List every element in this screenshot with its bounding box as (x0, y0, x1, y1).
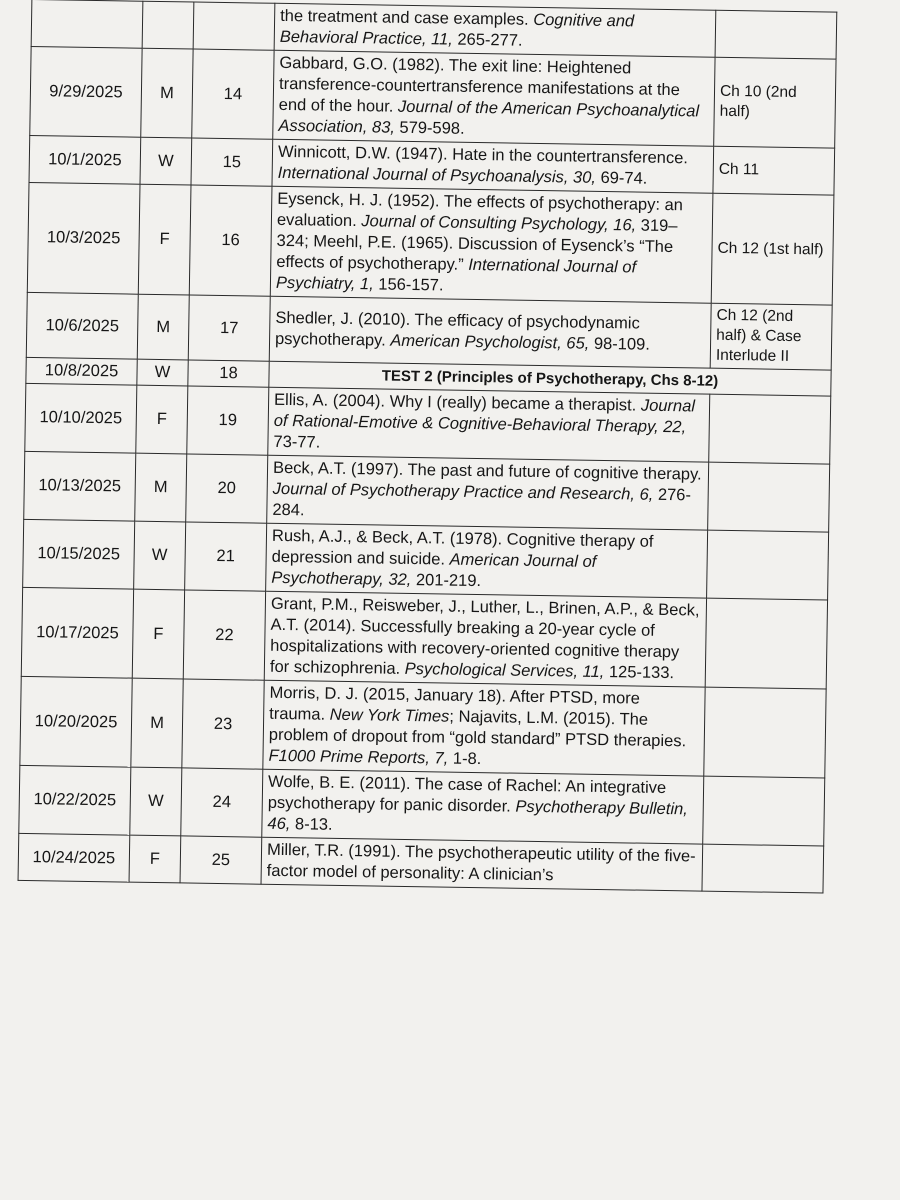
chapter-cell (703, 776, 825, 846)
reading-source: Journal of the American Psychoanalytical Association, 83, (278, 97, 700, 137)
chapter-cell: Ch 11 (713, 146, 835, 195)
class-number-cell: 20 (186, 454, 268, 523)
weekday-cell: W (130, 767, 182, 836)
reading-text: Miller, T.R. (1991). The psychotherapeutic utility of the five-factor model of personality: A clinician’s (266, 840, 696, 885)
reading-cell (261, 837, 703, 891)
chapter-cell: Ch 12 (1st half) (711, 193, 834, 305)
chapter-cell (709, 394, 831, 464)
reading-cell (273, 50, 715, 146)
chapter-cell (704, 687, 826, 778)
class-number-cell: 21 (185, 522, 267, 591)
schedule-row (25, 383, 831, 464)
reading-source: Journal of Rational-Emotive & Cognitive-Behavioral Therapy, 22, (273, 396, 696, 437)
reading-text: Eysenck, H. J. (1952). The effects of psychotherapy: an evaluation. (276, 189, 684, 231)
schedule-body (18, 0, 837, 893)
reading-cell (269, 296, 711, 368)
chapter-cell (715, 10, 837, 59)
schedule-row (21, 587, 827, 689)
date-cell: 10/17/2025 (21, 587, 133, 678)
date-cell: 10/1/2025 (29, 135, 141, 184)
weekday-cell: W (134, 521, 186, 590)
reading-cell (274, 3, 716, 57)
weekday-cell: M (135, 453, 187, 522)
reading-cell (266, 523, 708, 598)
weekday-cell: F (136, 385, 188, 454)
class-number-cell (193, 2, 275, 50)
reading-text: Morris, D. J. (2015, January 18). After PTSD, more trauma. (269, 683, 641, 724)
reading-source: International Journal of Psychiatry, 1, (275, 255, 637, 294)
reading-text: 265-277. (452, 30, 523, 50)
test-cell: TEST 2 (Principles of Psychotherapy, Chs 8-12) (269, 361, 831, 396)
class-number-cell: 19 (187, 386, 269, 455)
chapter-cell (705, 598, 827, 689)
reading-text: Wolfe, B. E. (2011). The case of Rachel: An integrative psychotherapy for panic disorder. (267, 772, 667, 816)
date-cell: 10/10/2025 (25, 383, 137, 453)
reading-cell (263, 680, 705, 776)
chapter-cell (702, 844, 824, 893)
class-number-cell: 14 (192, 49, 274, 139)
reading-text: 1-8. (448, 749, 482, 769)
date-cell (31, 0, 143, 48)
reading-text: 201-219. (411, 571, 482, 591)
reading-text: ; Najavits, L.M. (2015). The problem of dropout from “gold standard” PTSD therapies. (268, 707, 687, 751)
class-number-cell: 22 (183, 590, 265, 680)
chapter-cell: Ch 10 (2nd half) (714, 57, 836, 148)
reading-text: Beck, A.T. (1997). The past and future of cognitive therapy. (272, 458, 702, 484)
reading-text: Winnicott, D.W. (1947). Hate in the countertransference. (277, 142, 689, 168)
reading-cell (262, 769, 704, 844)
weekday-cell: F (132, 589, 184, 679)
reading-source: Cognitive and Behavioral Practice, 11, (279, 10, 635, 49)
schedule-row (24, 451, 830, 532)
date-cell: 10/22/2025 (19, 765, 131, 835)
date-cell: 10/3/2025 (27, 182, 140, 294)
reading-source: American Psychologist, 65, (390, 331, 590, 353)
date-cell: 10/24/2025 (18, 833, 130, 882)
reading-cell (272, 139, 714, 193)
reading-text: Shedler, J. (2010). The efficacy of psychodynamic psychotherapy. (274, 308, 640, 350)
reading-cell (268, 387, 710, 462)
reading-source: American Journal of Psychotherapy, 32, (271, 550, 597, 590)
date-cell: 10/6/2025 (26, 292, 138, 359)
weekday-cell: F (138, 184, 191, 295)
chapter-cell (707, 530, 829, 600)
schedule-row (30, 46, 836, 148)
chapter-cell (708, 462, 830, 532)
date-cell: 9/29/2025 (30, 46, 142, 137)
reading-text: Grant, P.M., Reisweber, J., Luther, L., Brinen, A.P., & Beck, A.T. (2014). Successfully breaking a 20-year cycle of hospitalizations with recovery-oriented cognitive therapy for schizophrenia. (269, 594, 700, 678)
weekday-cell: M (131, 678, 183, 768)
reading-source: Journal of Psychotherapy Practice and Research, 6, (272, 479, 654, 504)
reading-source: Psychological Services, 11, (404, 659, 605, 682)
schedule-row (27, 182, 834, 305)
reading-source: Psychotherapy Bulletin, 46, (267, 797, 688, 834)
reading-source: F1000 Prime Reports, 7, (268, 746, 449, 768)
reading-cell (267, 455, 709, 530)
weekday-cell: M (141, 48, 193, 138)
class-number-cell: 18 (188, 360, 269, 387)
weekday-cell: F (129, 835, 181, 883)
reading-text: 98-109. (589, 334, 651, 354)
weekday-cell: M (137, 294, 189, 360)
class-number-cell: 23 (182, 679, 264, 769)
chapter-cell: Ch 12 (2nd half) & Case Interlude II (710, 303, 832, 370)
weekday-cell (142, 1, 194, 49)
reading-text: the treatment and case examples. (280, 6, 534, 29)
date-cell: 10/8/2025 (26, 357, 137, 385)
reading-text: 73-77. (273, 432, 321, 452)
reading-source: Journal of Consulting Psychology, 16, (361, 212, 637, 235)
schedule-row (23, 519, 829, 600)
reading-text: 579-598. (394, 118, 465, 138)
reading-text: Gabbard, G.O. (1982). The exit line: Heightened transference-countertransference manifestations at the end of the hour. (278, 53, 680, 116)
weekday-cell: W (140, 137, 192, 185)
reading-text: 319–324; Meehl, P.E. (1965). Discussion of Eysenck’s “The effects of psychotherapy.” (276, 216, 678, 274)
date-cell: 10/20/2025 (20, 676, 132, 767)
schedule-row (19, 765, 825, 846)
class-number-cell: 25 (180, 836, 262, 884)
class-number-cell: 16 (189, 185, 272, 296)
reading-source: New York Times (329, 705, 450, 726)
reading-text: 8-13. (290, 815, 333, 834)
reading-cell (264, 591, 706, 687)
date-cell: 10/15/2025 (23, 519, 135, 589)
reading-text: Ellis, A. (2004). Why I (really) became a therapist. (273, 390, 642, 415)
weekday-cell: W (137, 359, 188, 386)
reading-text: 276-284. (272, 485, 692, 520)
reading-text: 156-157. (373, 275, 444, 295)
reading-source: International Journal of Psychoanalysis, 30, (277, 163, 597, 187)
schedule-table (18, 0, 838, 894)
reading-text: 125-133. (604, 663, 675, 683)
reading-text: 69-74. (595, 168, 648, 188)
date-cell: 10/13/2025 (24, 451, 136, 521)
schedule-row (20, 676, 826, 778)
reading-text: Rush, A.J., & Beck, A.T. (1978). Cognitive therapy of depression and suicide. (271, 526, 654, 569)
class-number-cell: 24 (181, 768, 263, 837)
class-number-cell: 15 (191, 138, 273, 186)
class-number-cell: 17 (188, 295, 270, 361)
reading-cell (270, 186, 713, 303)
